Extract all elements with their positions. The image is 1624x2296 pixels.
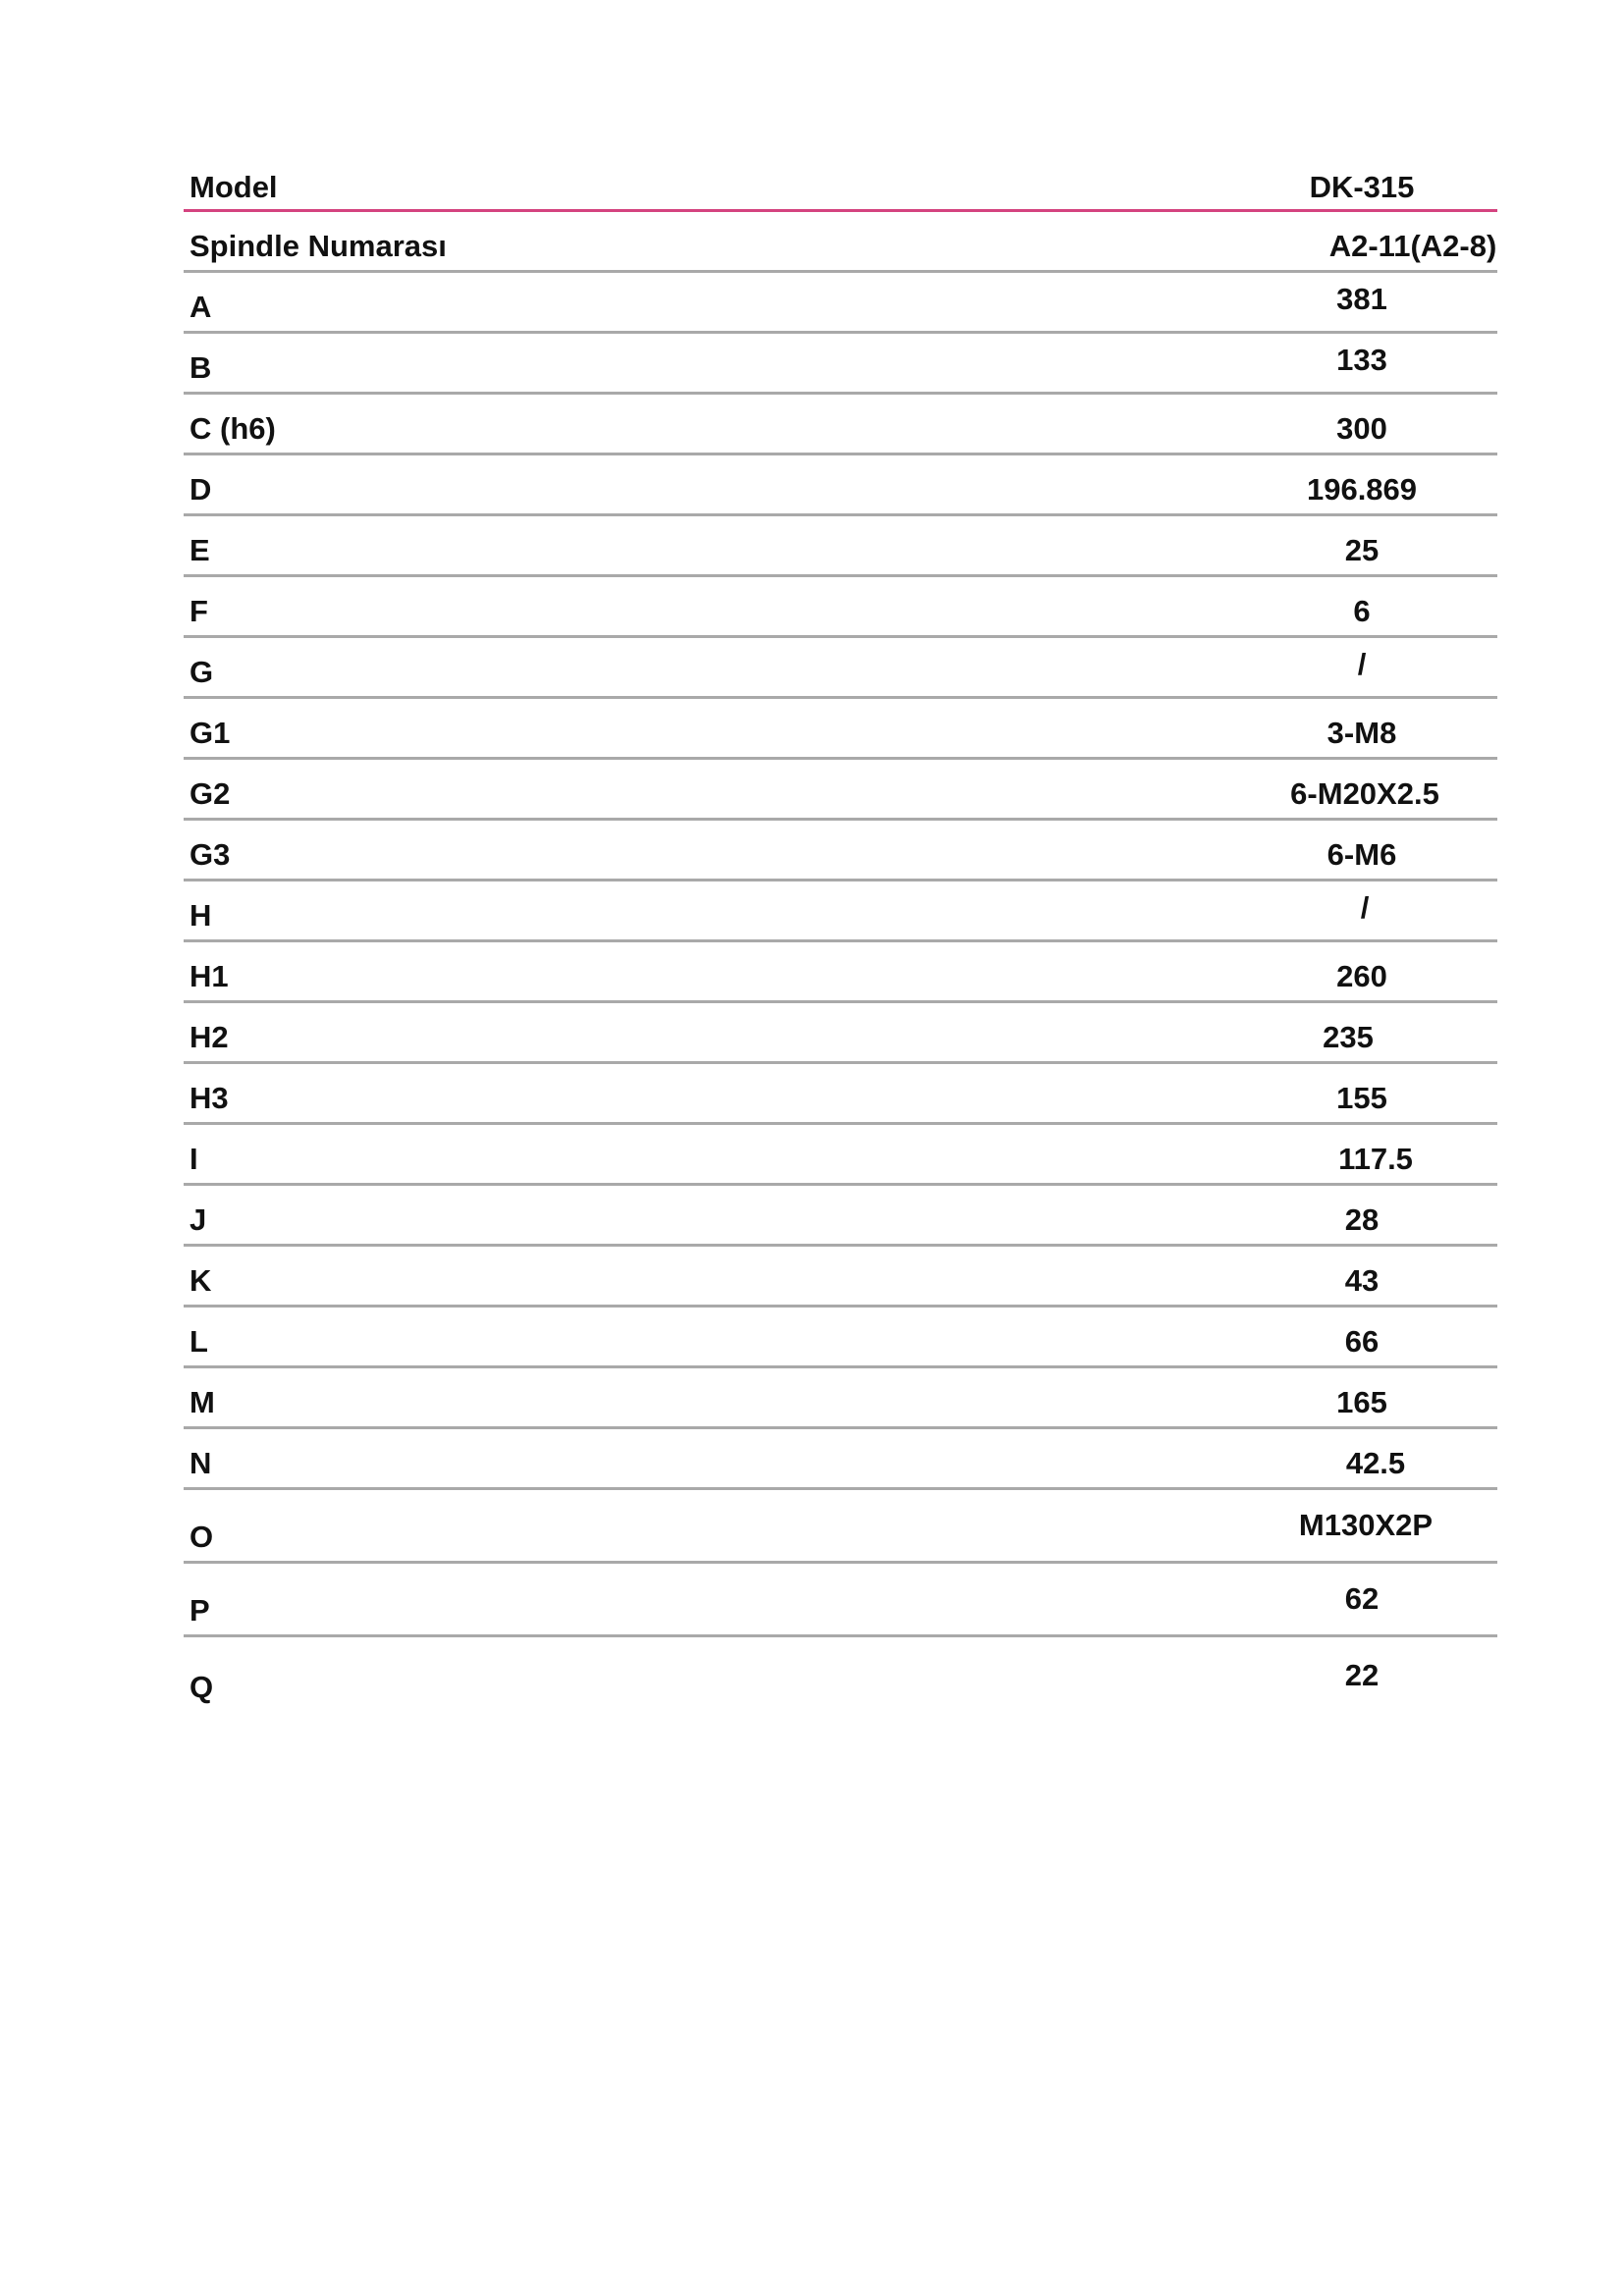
row-label: C (h6) — [189, 411, 276, 446]
row-label: A — [189, 290, 212, 324]
row-value: 260 — [1336, 959, 1387, 993]
row-value: 6-M6 — [1326, 837, 1397, 872]
table-row — [184, 1429, 1497, 1490]
row-value: 165 — [1336, 1385, 1387, 1419]
row-value: 6-M20X2.5 — [1290, 776, 1439, 811]
row-value: 235 — [1323, 1020, 1374, 1054]
row-value: 155 — [1336, 1081, 1387, 1115]
table-row — [184, 273, 1497, 334]
row-value: 62 — [1344, 1581, 1380, 1616]
table-row — [184, 516, 1497, 577]
table-row — [184, 1186, 1497, 1247]
row-label: B — [189, 350, 212, 385]
row-label: G2 — [189, 776, 231, 811]
row-label: H — [189, 898, 212, 933]
table-row — [184, 821, 1497, 881]
table-row — [184, 1490, 1497, 1564]
row-label: H1 — [189, 959, 229, 993]
row-label: I — [189, 1142, 198, 1176]
row-value: / — [1357, 647, 1367, 681]
table-row — [184, 212, 1497, 273]
row-label: J — [189, 1202, 207, 1237]
header-label: Model — [189, 170, 278, 204]
row-label: K — [189, 1263, 212, 1298]
table-row — [184, 1368, 1497, 1429]
row-value: 22 — [1344, 1658, 1380, 1692]
row-label: H2 — [189, 1020, 229, 1054]
row-value: 3-M8 — [1326, 716, 1397, 750]
table-row — [184, 577, 1497, 638]
row-label: E — [189, 533, 210, 567]
table-row — [184, 1003, 1497, 1064]
header-value: DK-315 — [1309, 170, 1415, 204]
row-value: 196.869 — [1306, 472, 1418, 507]
table-row — [184, 1247, 1497, 1308]
row-value: 300 — [1336, 411, 1387, 446]
row-value: M130X2P — [1298, 1508, 1434, 1542]
row-label: F — [189, 594, 208, 628]
row-label: M — [189, 1385, 215, 1419]
table-row — [184, 1308, 1497, 1368]
table-row — [184, 881, 1497, 942]
row-label: P — [189, 1593, 210, 1628]
row-label: D — [189, 472, 212, 507]
row-label: L — [189, 1324, 208, 1359]
row-value: 43 — [1344, 1263, 1380, 1298]
row-value: 28 — [1344, 1202, 1380, 1237]
row-value: / — [1360, 890, 1370, 925]
table-row — [184, 1064, 1497, 1125]
row-label: O — [189, 1520, 214, 1554]
row-value: 117.5 — [1338, 1142, 1413, 1176]
row-label: G1 — [189, 716, 231, 750]
row-value: 6 — [1353, 594, 1371, 628]
row-label: H3 — [189, 1081, 229, 1115]
row-value: 133 — [1336, 343, 1387, 377]
table-row — [184, 638, 1497, 699]
row-label: G — [189, 655, 214, 689]
table-row — [184, 1125, 1497, 1186]
table-row — [184, 334, 1497, 395]
row-value: 42.5 — [1345, 1446, 1406, 1480]
table-row — [184, 699, 1497, 760]
row-value: A2-11(A2-8) — [1328, 229, 1497, 263]
table-row — [184, 1564, 1497, 1637]
row-label: N — [189, 1446, 212, 1480]
table-row — [184, 942, 1497, 1003]
spec-table — [184, 165, 1497, 1711]
row-label: G3 — [189, 837, 231, 872]
row-value: 66 — [1344, 1324, 1380, 1359]
table-row — [184, 1637, 1497, 1711]
row-label: Q — [189, 1670, 214, 1704]
table-row — [184, 760, 1497, 821]
row-value: 381 — [1336, 282, 1387, 316]
table-header-row — [184, 165, 1497, 212]
table-row — [184, 395, 1497, 455]
table-row — [184, 455, 1497, 516]
row-label: Spindle Numarası — [189, 229, 447, 263]
row-value: 25 — [1344, 533, 1380, 567]
